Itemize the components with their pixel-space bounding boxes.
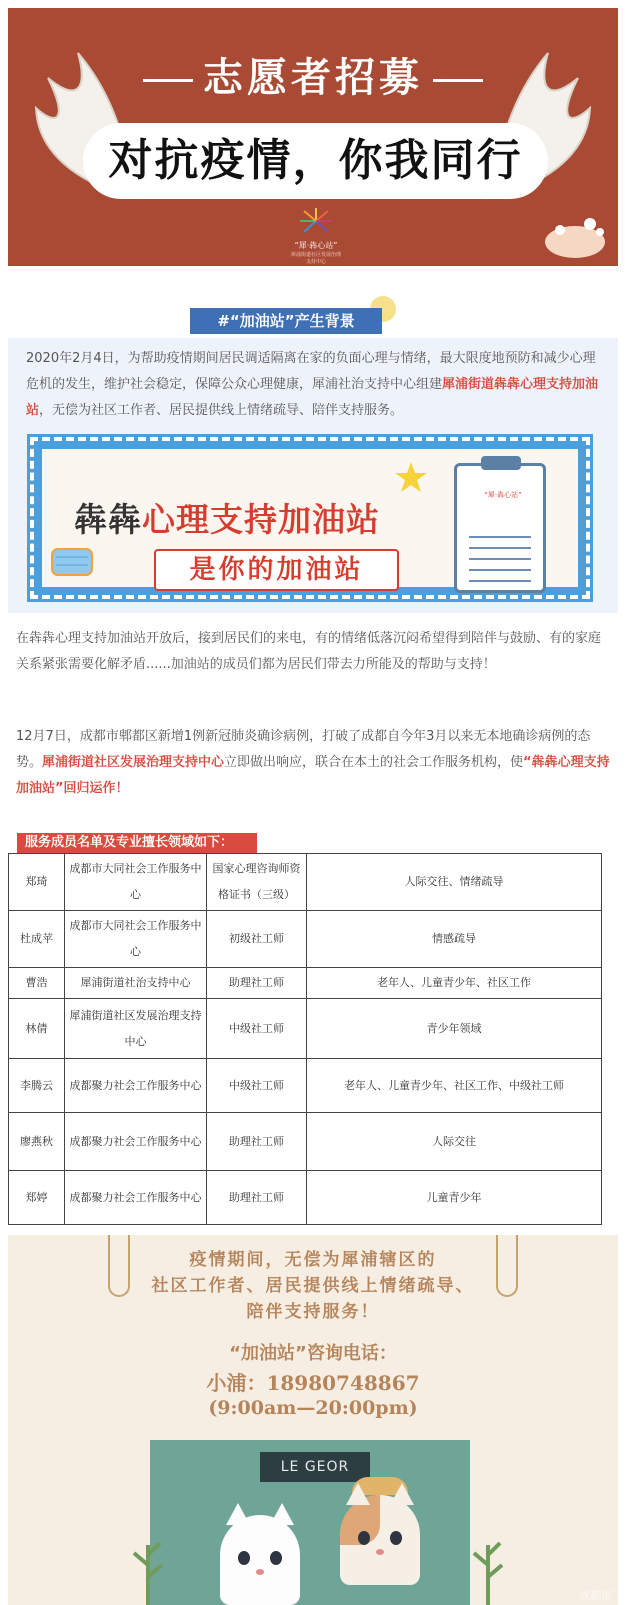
poster-subtitle: 是你的加油站	[154, 549, 399, 591]
brand-logo	[291, 206, 342, 265]
shop-sign: LE GEOR	[260, 1452, 370, 1482]
member-organization: 犀浦街道社区发展治理支持中心	[65, 999, 207, 1059]
table-row	[9, 1059, 602, 1113]
member-list-header: 服务成员名单及专业擅长领域如下：	[17, 833, 257, 853]
member-certificate: 国家心理咨询师资格证书（三级）	[207, 854, 307, 911]
clipboard-brand: “犀·犇心站”	[484, 491, 522, 499]
member-organization: 犀浦街道社治支持中心	[65, 968, 207, 999]
member-organization: 成都市大同社会工作服务中心	[65, 854, 207, 911]
banner-slogan: 对抗疫情，你我同行	[83, 123, 548, 199]
member-organization: 成都聚力社会工作服务中心	[65, 1113, 207, 1171]
plant-icon	[128, 1525, 168, 1605]
table-row	[9, 1171, 602, 1225]
member-name: 郑婷	[9, 1171, 65, 1225]
recruitment-banner	[8, 8, 618, 266]
watermark: 成都市	[579, 1589, 612, 1602]
brand-subtitle: 犀浦街道社区发展治理支持中心	[291, 252, 342, 265]
member-expertise: 人际交往	[307, 1113, 602, 1171]
member-certificate: 中级社工师	[207, 999, 307, 1059]
highlight-text: 犀浦街道社区发展治理支持中心	[42, 755, 225, 770]
table-row	[9, 911, 602, 968]
member-name: 曹浩	[9, 968, 65, 999]
table-row	[9, 968, 602, 999]
member-name: 林倩	[9, 999, 65, 1059]
washing-hands-icon	[530, 212, 610, 262]
member-organization: 成都聚力社会工作服务中心	[65, 1171, 207, 1225]
member-name: 廖燕秋	[9, 1113, 65, 1171]
table-row	[9, 1113, 602, 1171]
member-expertise: 老年人、儿童青少年、社区工作	[307, 968, 602, 999]
member-name: 郑琦	[9, 854, 65, 911]
service-description: 疫情期间，无偿为犀浦辖区的 社区工作者、居民提供线上情绪疏导、 陪伴支持服务！	[151, 1250, 475, 1322]
cat-icon	[340, 1495, 420, 1585]
banner-title: 志愿者招募	[8, 46, 618, 103]
highlight-text: 犀浦街道犇犇心理支持加油站	[26, 377, 599, 418]
poster-title: 犇犇心理支持加油站	[74, 500, 380, 539]
hotline-poster	[8, 1235, 618, 1605]
member-certificate: 中级社工师	[207, 1059, 307, 1113]
section-header: #“加油站”产生背景	[190, 308, 382, 334]
member-expertise: 儿童青少年	[307, 1171, 602, 1225]
member-organization: 成都市大同社会工作服务中心	[65, 911, 207, 968]
member-expertise: 情感疏导	[307, 911, 602, 968]
table-row	[9, 854, 602, 911]
member-certificate: 助理社工师	[207, 968, 307, 999]
intro-paragraph: 2020年2月4日，为帮助疫情期间居民调适隔离在家的负面心理与情绪，最大限度地预防和减少心理危机的发生，维护社会稳定，保障公众心理健康，犀浦社治支持中心组建犀浦街道犇犇心理支持加油站，无偿为社区工作者、居民提供线上情绪疏导、陪伴支持服务。	[26, 351, 599, 418]
sunburst-icon	[296, 206, 336, 236]
member-name: 杜成苹	[9, 911, 65, 968]
paragraph-resumption: 12月7日，成都市郫都区新增1例新冠肺炎确诊病例，打破了成都自今年3月以来无本地确诊病例的态势。犀浦街道社区发展治理支持中心立即做出响应，联合在本土的社会工作服务机构，使“犇犇心理支持加油站”回归运作！	[16, 729, 610, 796]
cat-icon	[220, 1515, 300, 1605]
hotline-label: “加油站”咨询电话：	[229, 1343, 397, 1364]
member-certificate: 初级社工师	[207, 911, 307, 968]
member-table	[8, 853, 602, 1225]
clipboard-icon	[454, 463, 546, 593]
member-certificate: 助理社工师	[207, 1113, 307, 1171]
member-certificate: 助理社工师	[207, 1171, 307, 1225]
highlight-text: “犇犇心理支持加油站”回归运作！	[16, 755, 610, 796]
paragraph-station-operation: 在犇犇心理支持加油站开放后，接到居民们的来电，有的情绪低落沉闷希望得到陪伴与鼓励、有的家庭关系紧张需要化解矛盾......加油站的成员们都为居民们带去力所能及的帮助与支持！	[16, 631, 602, 672]
storefront-illustration	[150, 1440, 470, 1605]
plant-icon	[468, 1525, 508, 1605]
member-name: 李腾云	[9, 1059, 65, 1113]
face-mask-icon	[48, 539, 100, 583]
member-expertise: 人际交往、情绪疏导	[307, 854, 602, 911]
hotline-number: 小浦：18980748867	[206, 1371, 420, 1395]
support-station-poster	[30, 437, 590, 599]
table-row	[9, 999, 602, 1059]
member-expertise: 青少年领域	[307, 999, 602, 1059]
star-icon	[394, 461, 428, 495]
brand-name: “犀·犇心站”	[294, 241, 338, 250]
member-organization: 成都聚力社会工作服务中心	[65, 1059, 207, 1113]
service-hours: (9:00am—20:00pm)	[208, 1397, 418, 1419]
member-expertise: 老年人、儿童青少年、社区工作、中级社工师	[307, 1059, 602, 1113]
